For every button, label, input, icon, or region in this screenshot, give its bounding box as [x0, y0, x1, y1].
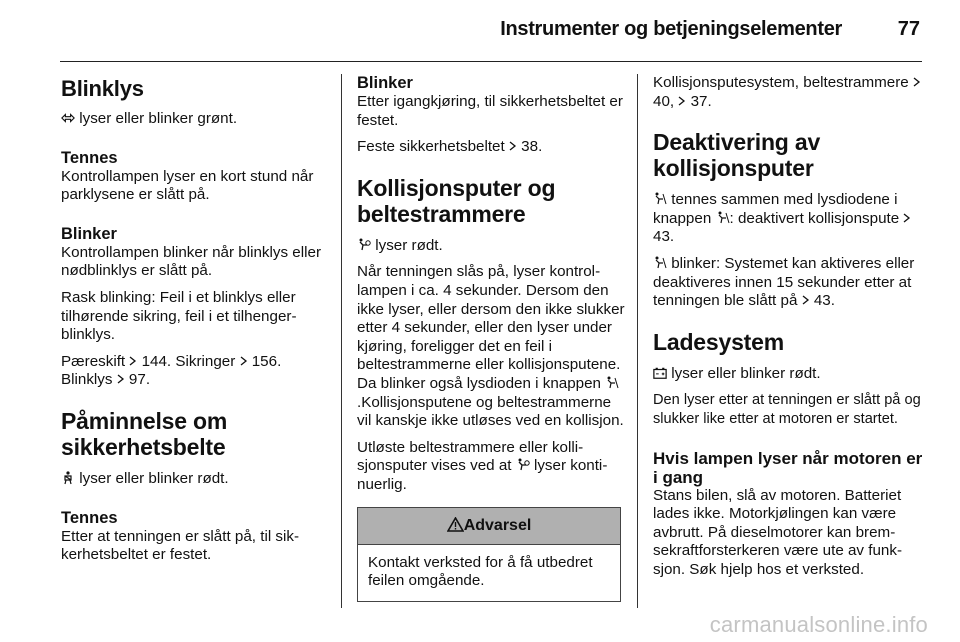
deakt-blink-paragraph: [653, 255, 927, 311]
deakt-text-b: : deaktivert kollisjonspute: [729, 209, 904, 227]
blinklys-ref-page: 97.: [124, 371, 151, 389]
subsection-title-tennes: Tennes: [61, 148, 118, 167]
column-divider-2: [637, 74, 638, 608]
warning-triangle-icon: [447, 517, 464, 532]
kollisjon-paragraph: [357, 263, 625, 430]
column-divider-1: [341, 74, 342, 608]
blinklys-ref-text: Blinklys: [61, 371, 117, 389]
subsection-title-hvis-lampen: Hvis lampen lyser når motoren er i gang: [653, 448, 923, 487]
page-ref-arrow-icon: [903, 213, 911, 223]
header-divider: [60, 61, 922, 62]
airbag-off-icon: [716, 211, 730, 225]
section-title-deaktivering: Deaktivering av kollisjonsputer: [653, 129, 821, 182]
airbag-icon: [357, 238, 371, 252]
tennes-text: Kontrollampen lyser en kort stund når parklysene er slått på.: [61, 167, 314, 204]
paminnelse-paragraph: [61, 470, 329, 489]
airbag-off-icon: [653, 256, 667, 270]
pareskift-ref-text: 144. Sikringer: [137, 352, 240, 370]
intro-text: Kollisjonsputesystem, beltestrammere: [653, 74, 913, 91]
hvis-text: Stans bilen, slå av motoren. Batteriet lades ikke. Motorkjølingen kan være avbrutt. På dieselmotorer kan bremsekraftforsterkeren være ute av funksjon. Søk hjelp hos et verksted.: [653, 486, 903, 578]
utloste-text-b: lyser kontinuerlig.: [357, 457, 608, 493]
column-2: [357, 74, 625, 602]
blinker-text: Kontrollampen blinker når blinklys eller nødblinklys er slått på.: [61, 243, 321, 280]
utloste-paragraph: [357, 439, 625, 495]
deakt-blink-ref: 43.: [809, 292, 835, 310]
airbag-icon: [516, 458, 530, 472]
airbag-off-icon: [605, 376, 619, 390]
warning-box: [357, 507, 621, 602]
page-ref-arrow-icon: [240, 356, 248, 366]
warning-body: Kontakt verksted for å få utbedret feilen omgående.: [368, 553, 593, 590]
page-number: 77: [897, 18, 920, 40]
kollisjon-text-a: Når tenningen slås på, lyser kontrollampen i ca. 4 sekunder. Dersom den ikke lyser, eller dersom den ikke slukker etter 4 sekunder, eller den lyser under kjøring, foreligger det en feil i beltestrammerne eller kollisjonsputene. Da blinker også lysdioden i knappen: [357, 263, 625, 392]
deakt-ref-page: 43.: [653, 228, 675, 246]
feste-ref-page: 38.: [516, 138, 543, 156]
lade-icon-text: lyser eller blinker rødt.: [667, 364, 821, 382]
subsection-title-blinker-2: Blinker: [357, 74, 413, 92]
utloste-text-a: Utløste beltestrammere eller kollisjonsputer vises ved at: [357, 438, 584, 475]
page-ref-arrow-icon: [117, 374, 125, 384]
deaktivering-paragraph: [653, 191, 927, 247]
lade-icon-paragraph: [653, 365, 927, 384]
column-1: [61, 74, 329, 573]
subsection-title-blinker: Blinker: [61, 224, 117, 243]
intro-ref-2: 37.: [686, 92, 712, 110]
blinklys-text: lyser eller blinker grønt.: [75, 110, 238, 127]
subsection-title-tennes-2: Tennes: [61, 508, 118, 527]
sikringer-ref-text: 156.: [247, 352, 282, 370]
section-title-paminnelse: Påminnelse om sikkerhetsbelte: [61, 407, 228, 460]
section-title-ladesystem: Ladesystem: [653, 328, 784, 355]
page-ref-arrow-icon: [509, 141, 517, 151]
lade-text: Den lyser etter at tenningen er slått på og slukker like etter at motoren er startet.: [653, 392, 921, 427]
airbag-off-icon: [653, 192, 667, 206]
deakt-blink-text: blinker: Systemet kan aktiveres eller deaktiveres innen 15 sekunder etter at tenningen ble slått på: [653, 254, 915, 310]
blinklys-paragraph: [61, 110, 329, 129]
kollisjon-icon-text: lyser rødt.: [371, 236, 443, 254]
feste-text: Feste sikkerhetsbeltet: [357, 138, 509, 156]
page-header: [0, 0, 960, 62]
section-title-blinklys: Blinklys: [61, 76, 144, 101]
warning-title: Advarsel: [463, 516, 532, 534]
header-title: Instrumenter og betjeningselementer: [500, 18, 842, 40]
kollisjon-text-b: .Kollisjonsputene og beltestrammerne vil kanskje ikke utløses ved en kollisjon.: [357, 393, 624, 430]
column-3: [653, 74, 927, 588]
turn-signal-icon: [61, 111, 75, 125]
page-ref-arrow-icon: [913, 77, 921, 87]
watermark: carmanualsonline.info: [709, 612, 928, 637]
paminnelse-text: lyser eller blinker rødt.: [75, 469, 229, 487]
battery-icon: [653, 366, 667, 380]
intro-ref-1: 40,: [653, 92, 679, 110]
deakt-text-a: tennes sammen med lysdiodene i knappen: [653, 191, 898, 227]
section-title-kollisjonsputer: Kollisjonsputer og beltestrammere: [357, 174, 556, 227]
blinker-2-text: Etter igangkjøring, til sikkerhetsbeltet er festet.: [357, 93, 623, 129]
tennes-2-text: Etter at tenningen er slått på, til sikkerhetsbeltet er festet.: [61, 527, 300, 564]
rask-blinking-text: Rask blinking: Feil i et blinklys eller tilhørende sikring, feil i et tilhengerblinklys.: [61, 288, 297, 344]
pareskift-paragraph: [61, 353, 329, 390]
page-ref-arrow-icon: [802, 295, 810, 305]
warning-header: [358, 508, 620, 545]
feste-paragraph: [357, 138, 625, 157]
seatbelt-icon: [61, 471, 75, 485]
pareskift-text: Pæreskift: [61, 352, 130, 370]
intro-paragraph: [653, 74, 927, 111]
kollisjon-icon-paragraph: [357, 237, 625, 256]
